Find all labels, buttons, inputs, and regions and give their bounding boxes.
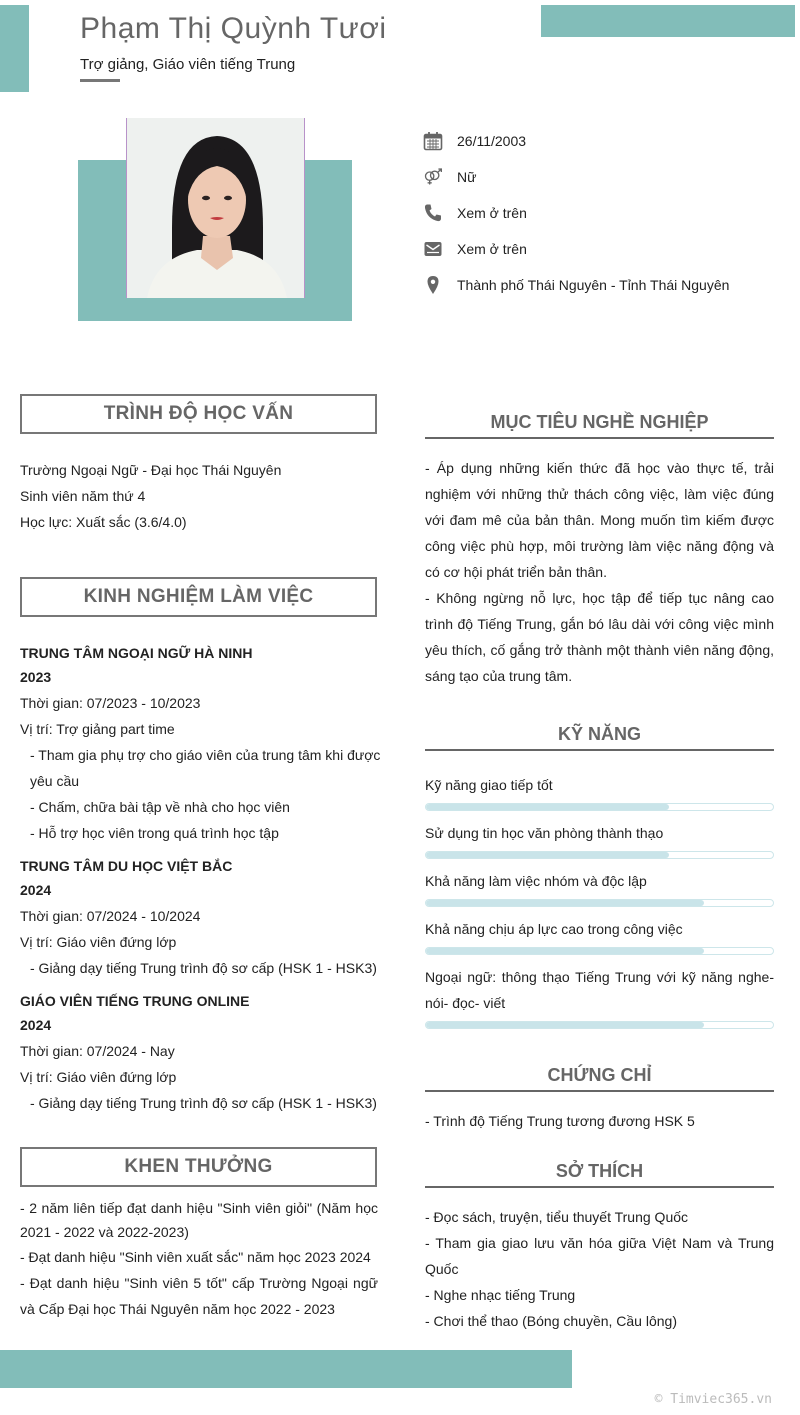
certificates-section bbox=[425, 1108, 774, 1134]
contact-gender bbox=[422, 164, 476, 190]
phone-icon bbox=[422, 202, 444, 224]
education-line: Trường Ngoại Ngữ - Đại học Thái Nguyên bbox=[20, 462, 282, 478]
portrait-illustration bbox=[127, 118, 305, 298]
objective-heading: MỤC TIÊU NGHỀ NGHIỆP bbox=[425, 412, 774, 439]
hobby-item: - Nghe nhạc tiếng Trung bbox=[425, 1287, 576, 1303]
contact-email bbox=[422, 236, 527, 262]
contact-address bbox=[422, 272, 729, 298]
skill-bar-fill bbox=[426, 852, 669, 858]
candidate-name: Phạm Thị Quỳnh Tươi bbox=[80, 12, 387, 45]
hobby-item: - Tham gia giao lưu văn hóa giữa Việt Nam và Trung Quốc bbox=[425, 1235, 774, 1277]
skill-bar bbox=[425, 851, 774, 859]
skills-section bbox=[425, 772, 774, 1029]
job-duty: - Giảng dạy tiếng Trung trình độ sơ cấp (HSK 1 - HSK3) bbox=[30, 1095, 377, 1111]
job-time: Thời gian: 07/2024 - 10/2024 bbox=[20, 908, 201, 924]
profile-photo bbox=[126, 118, 305, 298]
job-year: 2024 bbox=[20, 1017, 52, 1033]
job-position: Vị trí: Trợ giảng part time bbox=[20, 721, 175, 737]
email-icon bbox=[422, 238, 444, 260]
job-company: GIÁO VIÊN TIẾNG TRUNG ONLINE bbox=[20, 993, 250, 1009]
job-entry bbox=[20, 853, 382, 981]
skill-label: Khả năng làm việc nhóm và độc lập bbox=[425, 873, 647, 889]
watermark: © Timviec365.vn bbox=[654, 1392, 772, 1407]
job-entry bbox=[20, 640, 382, 846]
skills-heading: KỸ NĂNG bbox=[425, 724, 774, 751]
left-top-accent bbox=[0, 5, 29, 92]
job-duty: - Giảng dạy tiếng Trung trình độ sơ cấp (HSK 1 - HSK3) bbox=[30, 960, 377, 976]
hobbies-section bbox=[425, 1204, 774, 1334]
job-time: Thời gian: 07/2023 - 10/2023 bbox=[20, 695, 201, 711]
skill-bar-fill bbox=[426, 900, 704, 906]
skill-label: Kỹ năng giao tiếp tốt bbox=[425, 777, 553, 793]
awards-heading: KHEN THƯỞNG bbox=[20, 1147, 377, 1187]
hobby-item: - Chơi thể thao (Bóng chuyền, Cầu lông) bbox=[425, 1313, 677, 1329]
experience-heading: KINH NGHIỆM LÀM VIỆC bbox=[20, 577, 377, 617]
job-duty: - Tham gia phụ trợ cho giáo viên của trung tâm khi được yêu cầu bbox=[30, 747, 381, 789]
award-item: - Đạt danh hiệu "Sinh viên xuất sắc" năm học 2023 2024 bbox=[20, 1249, 371, 1265]
skill-bar bbox=[425, 899, 774, 907]
job-year: 2024 bbox=[20, 882, 52, 898]
job-duty: - Hỗ trợ học viên trong quá trình học tập bbox=[30, 825, 279, 841]
skill-label: Khả năng chịu áp lực cao trong công việc bbox=[425, 921, 683, 937]
job-company: TRUNG TÂM NGOẠI NGỮ HÀ NINH bbox=[20, 645, 253, 661]
hobby-item: - Đọc sách, truyện, tiểu thuyết Trung Quốc bbox=[425, 1209, 689, 1225]
objective-paragraph: - Áp dụng những kiến thức đã học vào thực tế, trải nghiệm với những thử thách công việc, làm việc đúng với đam mê của bản thân. Mong muốn tìm kiếm được công việc phù hợp, môi trường làm việc năng động và có cơ hội phát triển bản thân. bbox=[425, 460, 774, 580]
certificate-item: - Trình độ Tiếng Trung tương đương HSK 5 bbox=[425, 1113, 695, 1129]
skill-label: Ngoại ngữ: thông thạo Tiếng Trung với kỹ năng nghe- nói- đọc- viết bbox=[425, 969, 774, 1011]
job-position: Vị trí: Giáo viên đứng lớp bbox=[20, 1069, 177, 1085]
skill-bar bbox=[425, 803, 774, 811]
bottom-accent bbox=[0, 1350, 572, 1388]
job-entry bbox=[20, 988, 382, 1116]
skill-bar-fill bbox=[426, 948, 704, 954]
gender-value: Nữ bbox=[457, 169, 477, 185]
certificates-heading: CHỨNG CHỈ bbox=[425, 1065, 774, 1092]
contact-phone bbox=[422, 200, 527, 226]
gender-icon bbox=[422, 166, 444, 188]
phone-value: Xem ở trên bbox=[457, 205, 527, 221]
contact-birthday bbox=[422, 128, 526, 154]
location-icon bbox=[422, 274, 444, 296]
hobbies-heading: SỞ THÍCH bbox=[425, 1161, 774, 1188]
skill-label: Sử dụng tin học văn phòng thành thạo bbox=[425, 825, 664, 841]
skill-bar bbox=[425, 1021, 774, 1029]
birthday-value: 26/11/2003 bbox=[457, 133, 527, 149]
awards-section bbox=[20, 1196, 378, 1322]
objective-paragraph: - Không ngừng nỗ lực, học tập để tiếp tục nâng cao trình độ Tiếng Trung, gắn bó lâu dài với công việc mình yêu thích, cố gắng trở thành một thành viên năng động, sáng tạo của trung tâm. bbox=[425, 590, 774, 684]
skill-bar bbox=[425, 947, 774, 955]
education-line: Học lực: Xuất sắc (3.6/4.0) bbox=[20, 514, 187, 530]
education-section bbox=[20, 457, 377, 535]
job-duty: - Chấm, chữa bài tập về nhà cho học viên bbox=[30, 799, 290, 815]
skill-bar-fill bbox=[426, 1022, 704, 1028]
award-item: - 2 năm liên tiếp đạt danh hiệu "Sinh viên giỏi" (Năm học 2021 - 2022 và 2022-2023) bbox=[20, 1200, 378, 1240]
calendar-icon bbox=[422, 130, 444, 152]
job-title: Trợ giảng, Giáo viên tiếng Trung bbox=[80, 56, 296, 73]
experience-section bbox=[20, 640, 382, 1116]
award-item: - Đạt danh hiệu "Sinh viên 5 tốt" cấp Trường Ngoại ngữ và Cấp Đại học Thái Nguyên năm học 2022 - 2023 bbox=[20, 1275, 378, 1317]
job-position: Vị trí: Giáo viên đứng lớp bbox=[20, 934, 177, 950]
education-heading: TRÌNH ĐỘ HỌC VẤN bbox=[20, 394, 377, 434]
skill-bar-fill bbox=[426, 804, 669, 810]
email-value: Xem ở trên bbox=[457, 241, 527, 257]
job-company: TRUNG TÂM DU HỌC VIỆT BẮC bbox=[20, 858, 233, 874]
address-value: Thành phố Thái Nguyên - Tỉnh Thái Nguyên bbox=[457, 277, 730, 293]
objective-section bbox=[425, 455, 774, 689]
job-time: Thời gian: 07/2024 - Nay bbox=[20, 1043, 175, 1059]
title-underline bbox=[80, 79, 120, 82]
right-top-accent bbox=[541, 5, 795, 37]
education-line: Sinh viên năm thứ 4 bbox=[20, 488, 146, 504]
job-year: 2023 bbox=[20, 669, 52, 685]
